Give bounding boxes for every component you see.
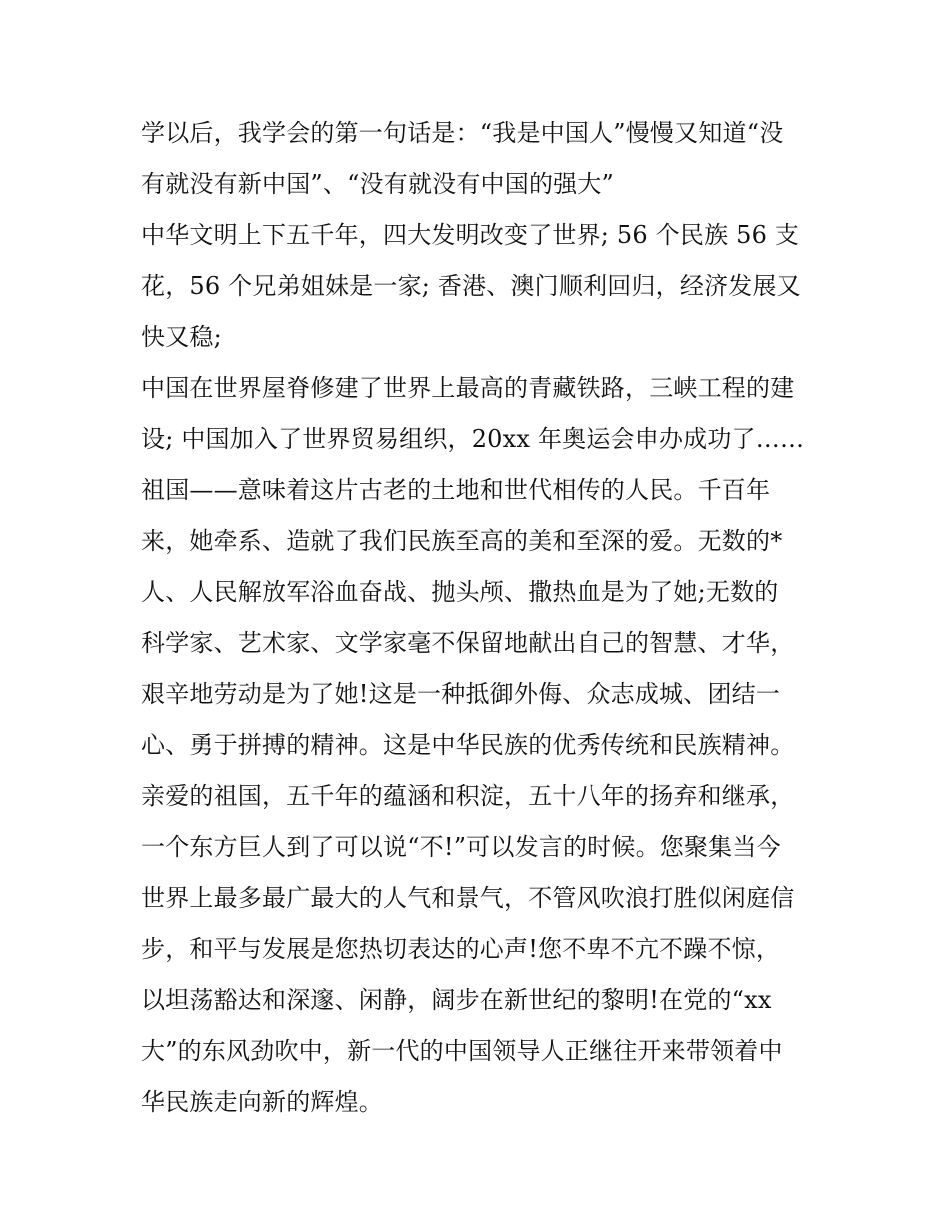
text-line: 世界上最多最广最大的人气和景气，不管风吹浪打胜似闲庭信	[141, 884, 795, 912]
document-body	[141, 108, 821, 1128]
text-line: 步，和平与发展是您热切表达的心声!您不卑不亢不躁不惊，	[141, 935, 781, 963]
text-line: 艰辛地劳动是为了她!这是一种抵御外侮、众志成城、团结一	[141, 680, 781, 708]
text-line: 科学家、艺术家、文学家毫不保留地献出自己的智慧、才华，	[141, 629, 795, 657]
text-line: 心、勇于拼搏的精神。这是中华民族的优秀传统和民族精神。	[141, 731, 795, 759]
text-line: 以坦荡豁达和深邃、闲静，阔步在新世纪的黎明!在党的“xx	[141, 986, 772, 1014]
text-line: 有就没有新中国”、“没有就没有中国的强大”	[141, 170, 615, 198]
text-line: 华民族走向新的辉煌。	[141, 1088, 383, 1116]
text-line: 快又稳;	[141, 323, 222, 351]
text-line: 中国在世界屋脊修建了世界上最高的青藏铁路，三峡工程的建	[141, 374, 795, 402]
text-line: 学以后，我学会的第一句话是：“我是中国人”慢慢又知道“没	[141, 119, 784, 147]
text-line: 亲爱的祖国，五千年的蕴涵和积淀，五十八年的扬弃和继承，	[141, 782, 795, 810]
text-line: 一个东方巨人到了可以说“不!”可以发言的时候。您聚集当今	[141, 833, 781, 861]
text-line: 人、人民解放军浴血奋战、抛头颅、撒热血是为了她;无数的	[141, 578, 779, 606]
text-line: 大”的东风劲吹中，新一代的中国领导人正继往开来带领着中	[141, 1037, 783, 1065]
text-line: 来，她牵系、造就了我们民族至高的美和至深的爱。无数的*	[141, 527, 783, 555]
text-line: 祖国——意味着这片古老的土地和世代相传的人民。千百年	[141, 476, 771, 504]
text-line: 中华文明上下五千年，四大发明改变了世界; 56 个民族 56 支	[141, 221, 800, 249]
text-line: 花，56 个兄弟姐妹是一家; 香港、澳门顺利回归，经济发展又	[141, 272, 801, 300]
text-line: 设; 中国加入了世界贸易组织，20xx 年奥运会申办成功了……	[141, 425, 805, 453]
